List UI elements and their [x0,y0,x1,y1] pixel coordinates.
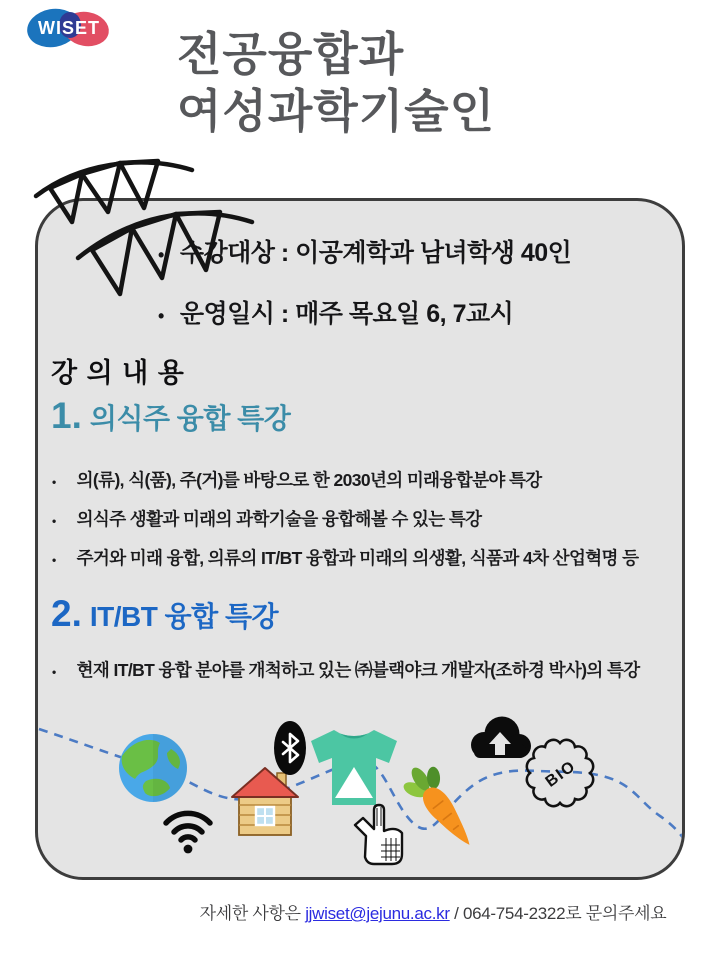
log-cabin-icon [232,768,298,835]
globe-icon [119,734,187,802]
tshirt-icon [311,730,397,805]
wifi-icon [166,813,210,853]
lecture-contents-heading: 강 의 내 용 [51,358,185,388]
pointing-hand-icon [355,805,402,864]
section1-number: 1. [51,395,82,436]
email-link[interactable]: jjwiset@jejunu.ac.kr [305,904,450,923]
section1-bullet: • 의식주 생활과 미래의 과학기술을 융합해볼 수 있는 특강 [52,506,638,531]
cloud-upload-icon [471,717,531,759]
dashed-path-line [39,729,685,847]
section2-number: 2. [51,593,82,634]
section1-title: 의식주 융합 특강 [89,403,291,434]
footer-suffix: / 064-754-2322로 문의주세요 [449,904,667,923]
footer-prefix: 자세한 사항은 [199,904,306,923]
bluetooth-icon [274,721,306,775]
wiset-logo-text: WISET [38,18,100,38]
page-title [177,26,495,140]
bunting-flags-icon [18,146,270,308]
section2-bullet: • 현재 IT/BT 융합 분야를 개척하고 있는 ㈜블랙야크 개발자(조하경 박사)의 특강 [52,657,640,682]
footer-contact [0,899,720,924]
section2-bullet-list [52,657,640,696]
info-bullet-audience: • 수강대상 : 이공계학과 남녀학생 40인 [158,233,571,269]
bio-stamp-label: BIO [542,757,580,791]
page-title-line2: 여성과학기술인 [177,85,496,138]
wiset-logo [26,5,112,51]
info-bullet-schedule: • 운영일시 : 매주 목요일 6, 7교시 [158,294,571,330]
section1-bullet: • 주거와 미래 융합, 의류의 IT/BT 융합과 미래의 의생활, 식품과 4차 산업혁명 등 [52,545,638,570]
section1-bullet: • 의(류), 식(품), 주(거)를 바탕으로 한 2030년의 미래융합분야 특강 [52,467,638,492]
section1-heading [51,395,290,437]
carrot-icon [394,754,488,857]
section1-bullet-list [52,467,638,584]
section2-title: IT/BT 융합 특강 [89,601,279,632]
page-title-line1: 전공융합과 [177,28,405,80]
section2-heading [51,593,278,635]
wiset-logo-icon [26,5,112,51]
bio-stamp-icon [527,740,593,806]
